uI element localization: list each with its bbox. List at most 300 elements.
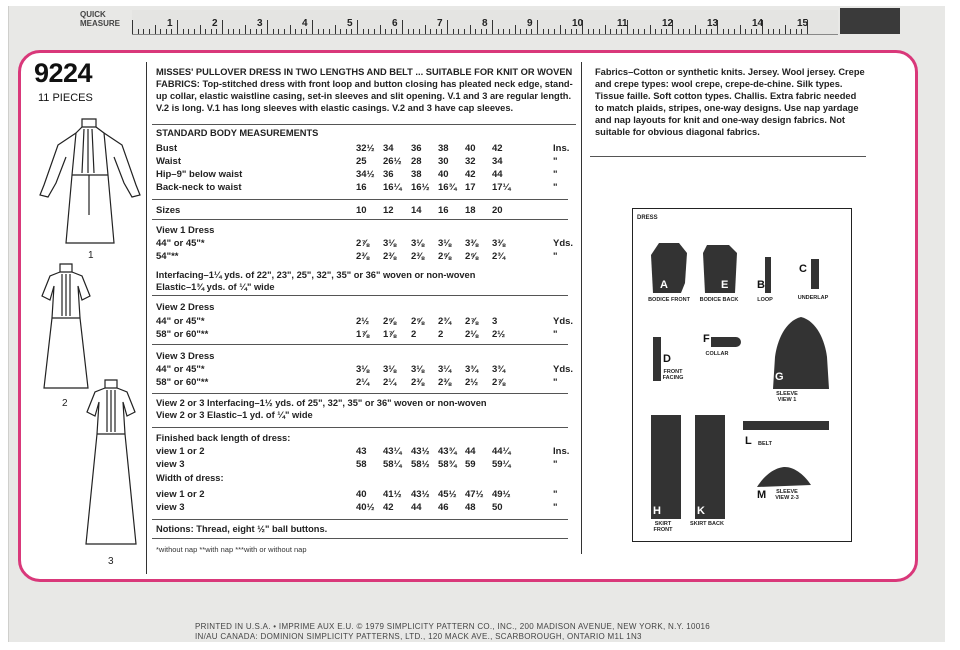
view1-elastic: Elastic–1¾ yds. of ¼" wide <box>156 282 275 292</box>
row-value: 43 <box>356 446 367 457</box>
row-value: 42 <box>383 502 394 513</box>
ruler-tick <box>515 25 516 34</box>
finished-heading: Finished back length of dress: <box>156 433 291 443</box>
row-value: 2½ <box>465 377 479 388</box>
view23-elastic: View 2 or 3 Elastic–1 yd. of ¼" wide <box>156 410 313 420</box>
ruler-number: 9 <box>527 18 533 29</box>
footnote: *without nap **with nap ***with or without nap <box>156 545 307 554</box>
row-unit: " <box>553 251 558 262</box>
row-value: 2½ <box>492 329 506 340</box>
ruler-tick <box>790 29 791 34</box>
notions: Notions: Thread, eight ½" ball buttons. <box>156 524 328 534</box>
ruler-number: 5 <box>347 18 353 29</box>
pattern-description <box>156 66 574 114</box>
ruler-number: 2 <box>212 18 218 29</box>
ruler-tick <box>222 20 223 34</box>
ruler-tick <box>526 29 527 34</box>
ruler-tick <box>801 29 802 34</box>
ruler-tick <box>464 29 465 34</box>
description-title: MISSES' PULLOVER DRESS IN TWO LENGTHS AND BELT ... SUITABLE FOR KNIT OR WOVEN <box>156 67 573 77</box>
row-value: 44 <box>411 502 422 513</box>
ruler-tick <box>228 29 229 34</box>
piece-m-letter: M <box>757 489 767 501</box>
row-value: 43½ <box>411 489 430 500</box>
row-label: 58" or 60"** <box>156 377 209 388</box>
ruler-tick <box>391 29 392 34</box>
view-3-sketch <box>82 378 140 548</box>
ruler-tick <box>149 29 150 34</box>
pattern-number: 9224 <box>34 58 93 88</box>
description-text: FABRICS: Top-stitched dress with front loop and button closing has pleated neck edge, stand-up collar, elastic waistline casing, set-in sleeves and slit opening. V.1 and 3 are regular length. V.2 is long. V.1 has long sleeves with elastic casings. V.2 and 3 have cap sleeves. <box>156 79 573 113</box>
ruler-tick <box>723 29 724 34</box>
row-value: 40 <box>356 489 367 500</box>
row-value: 16¼ <box>383 182 402 193</box>
ruler-tick <box>425 25 426 34</box>
ruler-number: 8 <box>482 18 488 29</box>
piece-l-shape <box>743 421 829 430</box>
piece-g-letter: G <box>775 371 784 383</box>
row-value: 3⅛ <box>383 364 397 375</box>
row-value: 58½ <box>411 459 430 470</box>
ruler-tick <box>385 29 386 34</box>
piece-a-name: BODICE FRONT <box>648 297 690 303</box>
ruler-tick <box>644 29 645 34</box>
piece-f-letter: F <box>703 333 710 345</box>
row-value: 59 <box>465 459 476 470</box>
row-value: 2⅞ <box>465 316 479 327</box>
ruler-tick <box>756 29 757 34</box>
ruler-tick <box>486 29 487 34</box>
ruler-tick <box>531 29 532 34</box>
piece-k-name: SKIRT BACK <box>690 521 724 527</box>
row-label: Hip–9" below waist <box>156 169 243 180</box>
row-label: Waist <box>156 156 181 167</box>
ruler-tick <box>588 29 589 34</box>
rule-1 <box>152 199 568 200</box>
piece-a-letter: A <box>660 279 668 291</box>
ruler-tick <box>498 29 499 34</box>
row-label: Back-neck to waist <box>156 182 242 193</box>
pattern-pieces-diagram <box>632 208 852 542</box>
view-1-sketch <box>36 115 142 245</box>
ruler-tick <box>621 29 622 34</box>
row-value: 58¾ <box>438 459 457 470</box>
ruler-tick <box>740 25 741 34</box>
row-value: 2⅜ <box>356 251 370 262</box>
row-value: 17 <box>465 182 476 193</box>
row-value: 2¼ <box>383 377 397 388</box>
ruler-tick <box>200 25 201 34</box>
row-unit: Yds. <box>553 364 574 375</box>
ruler-label: QUICK MEASURE <box>80 10 121 28</box>
desc-divider <box>152 124 576 125</box>
row-label: 58" or 60"** <box>156 329 209 340</box>
ruler-tick <box>543 29 544 34</box>
ruler-tick <box>278 29 279 34</box>
row-value: 32½ <box>356 143 375 154</box>
ruler-tick <box>177 20 178 34</box>
row-value: 32 <box>465 156 476 167</box>
view-3-number: 3 <box>108 556 114 567</box>
ruler-tick <box>132 20 133 34</box>
rule-6 <box>152 427 568 428</box>
ruler-tick <box>250 29 251 34</box>
ruler-tick <box>160 29 161 34</box>
ruler-number: 4 <box>302 18 308 29</box>
ruler-tick <box>408 29 409 34</box>
ruler-tick <box>453 29 454 34</box>
row-value: 20 <box>492 205 503 216</box>
row-value: 1⅞ <box>383 329 397 340</box>
piece-f-name: COLLAR <box>705 351 729 357</box>
ruler-tick <box>256 29 257 34</box>
ruler-tick <box>380 25 381 34</box>
ruler-tick <box>166 29 167 34</box>
row-value: 34 <box>383 143 394 154</box>
ruler-tick <box>655 29 656 34</box>
ruler-tick <box>295 29 296 34</box>
piece-c-shape <box>811 259 819 289</box>
ruler-tick <box>571 29 572 34</box>
ruler-tick <box>666 29 667 34</box>
ruler-tick <box>143 29 144 34</box>
row-unit: " <box>553 182 558 193</box>
ruler-number: 1 <box>167 18 173 29</box>
ruler-tick <box>340 29 341 34</box>
ruler-tick <box>447 20 448 34</box>
row-value: 3⅛ <box>438 238 452 249</box>
ruler-number: 10 <box>572 18 584 29</box>
row-value: 1⅞ <box>356 329 370 340</box>
ruler-tick <box>616 29 617 34</box>
row-label: 54"** <box>156 251 179 262</box>
ruler-tick <box>773 29 774 34</box>
ruler-tick <box>593 29 594 34</box>
view-2-sketch <box>36 262 96 392</box>
ruler-tick <box>261 29 262 34</box>
ruler-tick <box>188 29 189 34</box>
piece-b-letter: B <box>757 279 765 291</box>
piece-l-letter: L <box>745 435 752 447</box>
view23-interfacing: View 2 or 3 Interfacing–1½ yds. of 25", 32", 35" or 36" woven or non-woven <box>156 398 487 408</box>
ruler-tick <box>138 29 139 34</box>
ruler-tick <box>565 29 566 34</box>
ruler-tick <box>779 29 780 34</box>
piece-l-name: BELT <box>758 441 772 447</box>
piece-m-name: SLEEVE VIEW 2-3 <box>775 489 799 501</box>
row-value: 2¾ <box>492 251 506 262</box>
ruler-tick <box>554 29 555 34</box>
ruler-end-bar <box>840 8 900 34</box>
row-value: 46 <box>438 502 449 513</box>
ruler-tick <box>284 29 285 34</box>
ruler-tick <box>503 29 504 34</box>
row-value: 2⅛ <box>465 329 479 340</box>
ruler-tick <box>318 29 319 34</box>
row-unit: Ins. <box>553 446 570 457</box>
row-label: 44" or 45"* <box>156 316 205 327</box>
row-label: 44" or 45"* <box>156 364 205 375</box>
row-value: 44¼ <box>492 446 511 457</box>
row-value: 43¾ <box>438 446 457 457</box>
ruler-tick <box>233 29 234 34</box>
ruler-tick <box>194 29 195 34</box>
piece-d-name: FRONT FACING <box>662 369 684 381</box>
ruler-tick <box>205 29 206 34</box>
row-label: 44" or 45"* <box>156 238 205 249</box>
ruler-tick <box>605 25 606 34</box>
piece-b-shape <box>765 257 771 293</box>
ruler-tick <box>610 29 611 34</box>
rule-5 <box>152 393 568 394</box>
row-value: 3⅛ <box>356 364 370 375</box>
row-value: 43¼ <box>383 446 402 457</box>
row-value: 10 <box>356 205 367 216</box>
ruler-tick <box>216 29 217 34</box>
ruler-tick <box>768 29 769 34</box>
row-value: 14 <box>411 205 422 216</box>
row-unit: " <box>553 169 558 180</box>
row-value: 3¼ <box>438 364 452 375</box>
piece-k-shape <box>695 415 725 519</box>
ruler-tick <box>357 20 358 34</box>
piece-e-shape <box>703 245 737 293</box>
ruler-tick <box>245 25 246 34</box>
row-unit: " <box>553 489 558 500</box>
ruler-tick <box>301 29 302 34</box>
row-value: 38 <box>411 169 422 180</box>
ruler-tick <box>695 25 696 34</box>
row-unit: " <box>553 377 558 388</box>
view-2-number: 2 <box>62 398 68 409</box>
ruler-tick <box>520 29 521 34</box>
row-value: 41½ <box>383 489 402 500</box>
ruler-tick <box>374 29 375 34</box>
row-value: 34 <box>492 156 503 167</box>
row-value: 59¼ <box>492 459 511 470</box>
row-value: 2⅞ <box>356 238 370 249</box>
ruler-number: 3 <box>257 18 263 29</box>
row-value: 3⅜ <box>492 238 506 249</box>
row-value: 2¼ <box>356 377 370 388</box>
ruler-tick <box>475 29 476 34</box>
row-label: Bust <box>156 143 178 154</box>
ruler-tick <box>711 29 712 34</box>
row-value: 2⅜ <box>411 377 425 388</box>
row-value: 2⅜ <box>383 251 397 262</box>
row-value: 16¾ <box>438 182 457 193</box>
row-value: 16½ <box>411 182 430 193</box>
fabrics-text: Fabrics–Cotton or synthetic knits. Jersey. Wool jersey. Crepe and crepe types: wool crepe, crepe-de-chine. Silk types. Tissue faille. Soft cotton types. Challis. Extra fabric needed to match plaids, stripes, one-way designs. Use nap yardage and nap layouts for knit and one-way design fabrics. Not suitable for obvious diagonal fabrics. <box>595 67 865 137</box>
piece-f-shape <box>711 337 741 347</box>
ruler-tick <box>661 29 662 34</box>
ruler-tick <box>548 29 549 34</box>
row-value: 2⅝ <box>438 251 452 262</box>
ruler-tick <box>273 29 274 34</box>
row-value: 34½ <box>356 169 375 180</box>
ruler-tick <box>751 29 752 34</box>
ruler-tick <box>430 29 431 34</box>
ruler-tick <box>633 29 634 34</box>
piece-a-shape <box>651 243 687 293</box>
row-value: 2 <box>411 329 417 340</box>
ruler-tick <box>368 29 369 34</box>
row-value: 16 <box>356 182 367 193</box>
row-value: 43½ <box>411 446 430 457</box>
piece-m-shape <box>757 467 811 489</box>
piece-b-name: LOOP <box>757 297 773 303</box>
ruler-tick <box>441 29 442 34</box>
printer-footer <box>195 622 710 642</box>
quick-measure-ruler <box>80 10 838 35</box>
ruler-tick <box>689 29 690 34</box>
row-value: 2⅝ <box>411 316 425 327</box>
row-value: 12 <box>383 205 394 216</box>
ruler-tick <box>700 29 701 34</box>
row-value: 58 <box>356 459 367 470</box>
ruler-tick <box>436 29 437 34</box>
row-value: 45½ <box>438 489 457 500</box>
ruler-tick <box>290 25 291 34</box>
ruler-tick <box>599 29 600 34</box>
row-value: 25 <box>356 156 367 167</box>
ruler-tick <box>239 29 240 34</box>
ruler-number: 15 <box>797 18 809 29</box>
rule-3 <box>152 295 568 296</box>
rule-8 <box>152 538 568 539</box>
ruler-tick <box>402 20 403 34</box>
row-label: view 1 or 2 <box>156 489 205 500</box>
row-value: 40 <box>465 143 476 154</box>
ruler-tick <box>396 29 397 34</box>
row-value: 2⅜ <box>411 251 425 262</box>
piece-h-shape <box>651 415 681 519</box>
footer-line-1: PRINTED IN U.S.A. • IMPRIME AUX E.U. © 1979 SIMPLICITY PATTERN CO., INC., 200 MADISON AVENUE, NEW YORK, N.Y. 10016 <box>195 622 711 631</box>
row-value: 3 <box>492 316 498 327</box>
measurements-heading: STANDARD BODY MEASUREMENTS <box>156 128 319 138</box>
row-unit: " <box>553 329 558 340</box>
row-value: 26½ <box>383 156 402 167</box>
pieces-count: 11 PIECES <box>38 92 93 104</box>
row-value: 36 <box>383 169 394 180</box>
row-label: view 3 <box>156 459 185 470</box>
row-value: 30 <box>438 156 449 167</box>
ruler-tick <box>509 29 510 34</box>
row-value: 17¼ <box>492 182 511 193</box>
ruler-tick <box>458 29 459 34</box>
ruler-number: 11 <box>617 18 628 29</box>
ruler-tick <box>329 29 330 34</box>
row-value: 44 <box>492 169 503 180</box>
row-label: Sizes <box>156 205 181 216</box>
ruler-tick <box>678 29 679 34</box>
ruler-tick <box>492 20 493 34</box>
ruler-tick <box>537 20 538 34</box>
row-value: 3¾ <box>492 364 506 375</box>
view3-heading: View 3 Dress <box>156 351 215 362</box>
ruler-tick <box>728 29 729 34</box>
row-value: 2⅝ <box>465 251 479 262</box>
ruler-tick <box>796 29 797 34</box>
row-value: 40½ <box>356 502 375 513</box>
ruler-tick <box>306 29 307 34</box>
row-value: 2 <box>438 329 444 340</box>
left-divider <box>146 62 147 574</box>
row-unit: " <box>553 156 558 167</box>
ruler-tick <box>706 29 707 34</box>
row-value: 3⅛ <box>411 238 425 249</box>
row-value: 2⅜ <box>438 377 452 388</box>
ruler-number: 7 <box>437 18 443 29</box>
ruler-tick <box>267 20 268 34</box>
ruler-tick <box>576 29 577 34</box>
fabrics-divider <box>590 156 866 157</box>
piece-h-letter: H <box>653 505 661 517</box>
ruler-tick <box>785 25 786 34</box>
ruler-tick <box>335 25 336 34</box>
row-unit: " <box>553 502 558 513</box>
ruler-tick <box>560 25 561 34</box>
piece-k-letter: K <box>697 505 705 517</box>
row-unit: Yds. <box>553 316 574 327</box>
piece-e-name: BODICE BACK <box>699 297 739 303</box>
ruler-tick <box>171 29 172 34</box>
width-heading: Width of dress: <box>156 473 224 483</box>
ruler-tick <box>211 29 212 34</box>
row-value: 50 <box>492 502 503 513</box>
rule-2 <box>152 219 568 220</box>
row-value: 38 <box>438 143 449 154</box>
piece-h-name: SKIRT FRONT <box>653 521 673 533</box>
right-divider <box>581 62 582 554</box>
row-value: 3¾ <box>465 364 479 375</box>
row-value: 42 <box>465 169 476 180</box>
row-unit: Yds. <box>553 238 574 249</box>
row-unit: Ins. <box>553 143 570 154</box>
row-value: 3⅜ <box>465 238 479 249</box>
row-value: 2⅝ <box>383 316 397 327</box>
row-label: view 1 or 2 <box>156 446 205 457</box>
row-label: view 3 <box>156 502 185 513</box>
row-unit: " <box>553 459 558 470</box>
ruler-tick <box>312 20 313 34</box>
diagram-title: DRESS <box>637 215 658 221</box>
row-value: 16 <box>438 205 449 216</box>
ruler-tick <box>745 29 746 34</box>
ruler-tick <box>346 29 347 34</box>
ruler-tick <box>683 29 684 34</box>
piece-c-name: UNDERLAP <box>797 295 829 301</box>
view1-heading: View 1 Dress <box>156 225 215 236</box>
view-1-number: 1 <box>88 250 94 261</box>
row-value: 58¼ <box>383 459 402 470</box>
row-value: 47½ <box>465 489 484 500</box>
row-value: 3⅛ <box>411 364 425 375</box>
ruler-tick <box>363 29 364 34</box>
rule-7 <box>152 519 568 520</box>
ruler-tick <box>419 29 420 34</box>
ruler-number: 14 <box>752 18 764 29</box>
ruler-tick <box>183 29 184 34</box>
row-value: 48 <box>465 502 476 513</box>
row-value: 44 <box>465 446 476 457</box>
ruler-tick <box>351 29 352 34</box>
ruler-tick <box>638 29 639 34</box>
ruler-tick <box>323 29 324 34</box>
ruler-tick <box>650 25 651 34</box>
row-value: 28 <box>411 156 422 167</box>
ruler-tick <box>413 29 414 34</box>
